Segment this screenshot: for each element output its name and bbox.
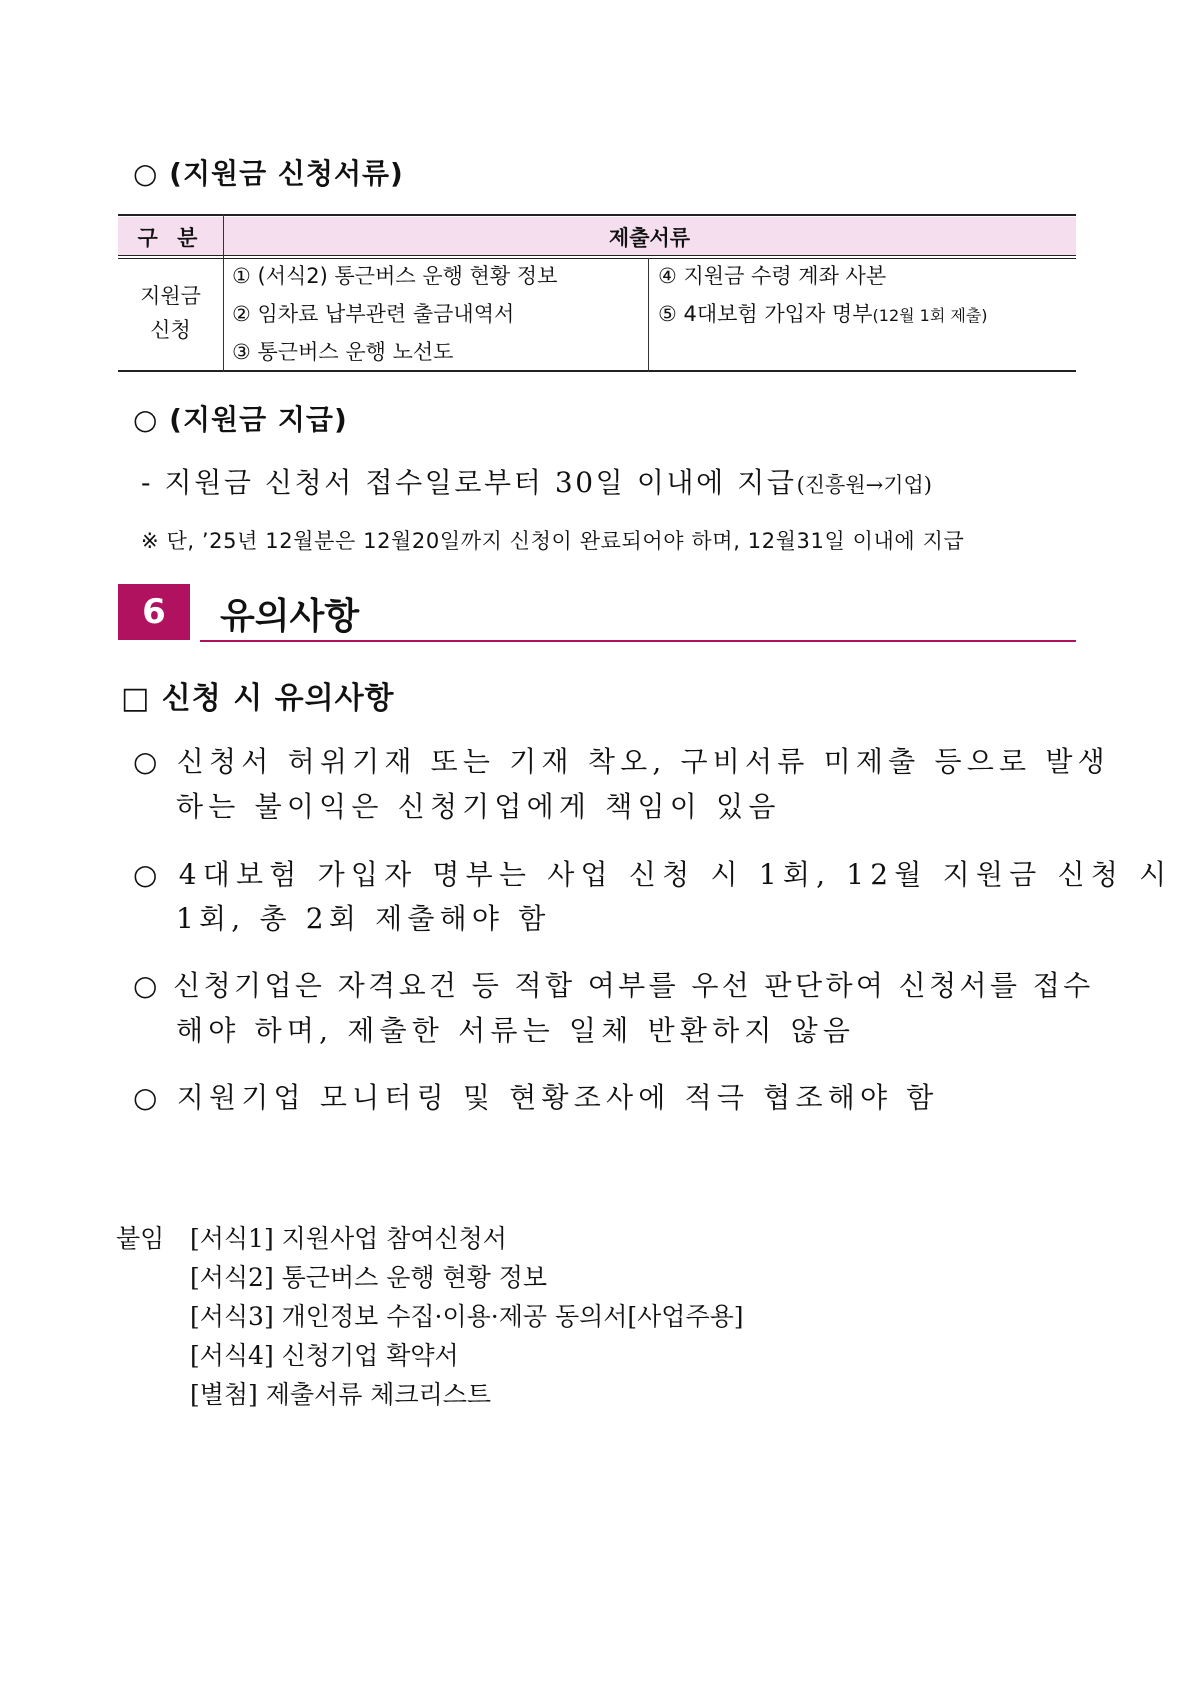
doc-item-5-note: (12월 1회 제출) — [872, 306, 988, 325]
support-docs-heading: ○ (지원금 신청서류) — [133, 157, 404, 190]
precaution-item-2-line2: 1회, 총 2회 제출해야 함 — [176, 902, 551, 935]
precaution-item-4-line1: ○ 지원기업 모니터링 및 현황조사에 적극 협조해야 함 — [133, 1081, 939, 1114]
table-header-rule-b — [118, 258, 1076, 259]
precautions-subheading: □ 신청 시 유의사항 — [121, 681, 395, 716]
table-header-docs: 제출서류 — [608, 226, 691, 250]
payment-heading: ○ (지원금 지급) — [133, 403, 348, 436]
attachment-item-4: [서식4] 신청기업 확약서 — [190, 1341, 459, 1370]
table-bottom-rule — [118, 370, 1076, 372]
doc-item-5-main: ⑤ 4대보험 가입자 명부 — [658, 302, 873, 326]
payment-line-paren: (진흥원→기업) — [796, 473, 932, 497]
row-label-line2: 신청 — [150, 318, 191, 342]
doc-item-4: ④ 지원금 수령 계좌 사본 — [658, 264, 887, 288]
precaution-item-1-line1: ○ 신청서 허위기재 또는 기재 착오, 구비서류 미제출 등으로 발생 — [133, 745, 1110, 778]
payment-line-main: - 지원금 신청서 접수일로부터 30일 이내에 지급 — [141, 466, 797, 499]
table-header-category: 구 분 — [137, 226, 204, 250]
doc-item-5 — [658, 298, 988, 328]
table-docs-divider — [648, 258, 649, 372]
section-title: 유의사항 — [220, 596, 360, 637]
section-number-badge: 6 — [118, 584, 190, 640]
precaution-item-3-line2: 해야 하며, 제출한 서류는 일체 반환하지 않음 — [176, 1014, 856, 1047]
support-docs-table — [118, 214, 1076, 372]
doc-item-1: ① (서식2) 통근버스 운행 현황 정보 — [232, 264, 558, 288]
table-header-rule-a — [118, 255, 1076, 256]
attachment-item-3: [서식3] 개인정보 수집·이용·제공 동의서[사업주용] — [190, 1302, 744, 1331]
table-top-rule — [118, 214, 1076, 216]
payment-line — [141, 461, 932, 501]
attachment-item-2: [서식2] 통근버스 운행 현황 정보 — [190, 1263, 548, 1292]
attachment-item-5: [별첨] 제출서류 체크리스트 — [190, 1380, 492, 1409]
precaution-item-3-line1: ○ 신청기업은 자격요건 등 적합 여부를 우선 판단하여 신청서를 접수 — [133, 969, 1094, 1002]
payment-note: ※ 단, ’25년 12월분은 12월20일까지 신청이 완료되어야 하며, 12월31일 이내에 지급 — [141, 529, 965, 553]
section-title-rule — [200, 640, 1076, 642]
doc-item-2: ② 임차료 납부관련 출금내역서 — [232, 302, 515, 326]
attachments-label: 붙임 — [116, 1224, 165, 1253]
precaution-item-1-line2: 하는 불이익은 신청기업에게 책임이 있음 — [176, 790, 781, 823]
attachment-item-1: [서식1] 지원사업 참여신청서 — [190, 1224, 507, 1253]
doc-item-3: ③ 통근버스 운행 노선도 — [232, 340, 454, 364]
row-label-line1: 지원금 — [140, 284, 201, 308]
precaution-item-2-line1: ○ 4대보험 가입자 명부는 사업 신청 시 1회, 12월 지원금 신청 시 — [133, 858, 1173, 891]
